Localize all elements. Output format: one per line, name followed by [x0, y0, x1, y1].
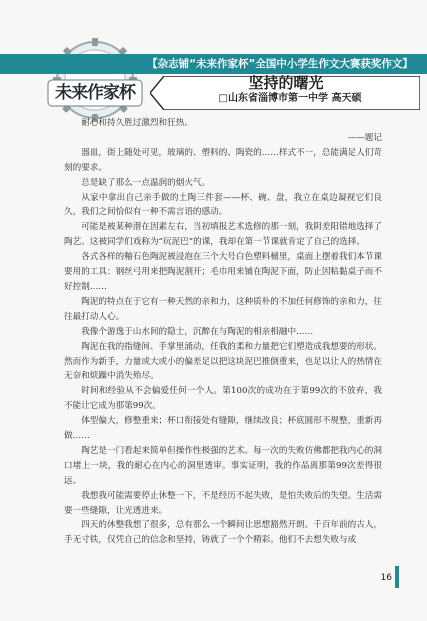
page-number: 16	[380, 573, 392, 583]
logo-main-text: 未来作家杯	[55, 83, 135, 103]
paragraph: 陶泥在我的指缝间、手掌里涌动，任我的柔和力量把它们塑造成我想要的形状。然而作为新手，力量或大或小的偏差足以把这块泥巴推倒重来，也足以让人的热情在无奈和烦躁中消失殆尽。	[64, 341, 382, 382]
epigraph: 耐心和持久胜过激烈和狂热。	[81, 118, 193, 128]
paragraph: 陶泥的特点在于它有一种天然的亲和力，这种质朴的不加任何修饰的亲和力，往往最打动人心。	[64, 296, 382, 322]
contest-banner: 【杂志铺“未来作家杯”全国中小学生作文大赛获奖作文】	[147, 58, 413, 70]
paragraph: 总是缺了那么一点温润的烟火气。	[81, 177, 211, 188]
article-author: □山东省淄博市第一中学 高天硕	[218, 93, 362, 104]
page-number-bar	[395, 566, 399, 588]
paragraph: 可能是被某种潜在因素左右，当初填报艺术选修的那一刻，我阴差阳错地选择了陶艺。这被同学们戏称为“玩泥巴”的课，我却在第一节课就肯定了自己的选择。	[64, 222, 382, 248]
paragraph: 器皿，街上随处可见，玻璃的、塑料的、陶瓷的……样式不一，总能满足人们苛刻的要求。	[64, 147, 382, 173]
paragraph: 从家中拿出自己亲手做的土陶三件套——杯、碗、盘，我立在桌边凝视它们良久，我们之间恰似有一种不需言语的感动。	[64, 192, 382, 218]
epigraph-signature: ——题记	[347, 132, 382, 143]
paragraph: 体型偏大，修整重来；杯口衔接处有缝隙，继续改良；杯底圆形不规整，重新再做……	[64, 416, 382, 442]
paragraph: 我像个游逸于山水间的隐士，沉醉在与陶泥的相亲相融中……	[81, 326, 314, 337]
paragraph: 时间和经验从不会偏爱任何一个人。第100次的成功在于第99次的不放弃，我不能让它成为那第99次。	[64, 386, 382, 412]
paragraph: 陶艺是一门看起来简单但操作性极强的艺术。每一次的失败仿佛都把我内心的洞口堵上一块，我的耐心在内心的洞里透审。事实证明，我的作品离那第99次差得很远。	[64, 445, 382, 486]
paragraph: 四天的休整我想了很多，总有那么一个瞬间让思想豁然开朗。千百年前的古人，手无寸铁，仅凭自己的信念和坚持，铸就了一个个精彩。他们不去想失败与成	[64, 520, 382, 546]
article-body	[64, 116, 382, 548]
article-title: 坚持的曙光	[248, 74, 324, 92]
paragraph: 各式各样的釉石色陶泥被浸泡在三个大号白色塑料桶里，桌面上摆着我们本节课要用的工具：钢丝弓用来把陶泥割开；毛巾用来铺在陶泥下面，防止因粘黏桌子而不好控制……	[64, 252, 382, 292]
paragraph: 我想我可能需要停止休整一下，不是经历不起失败，是怕失败后的失望。生活需要一些缝隙，让光透进来。	[64, 490, 382, 516]
